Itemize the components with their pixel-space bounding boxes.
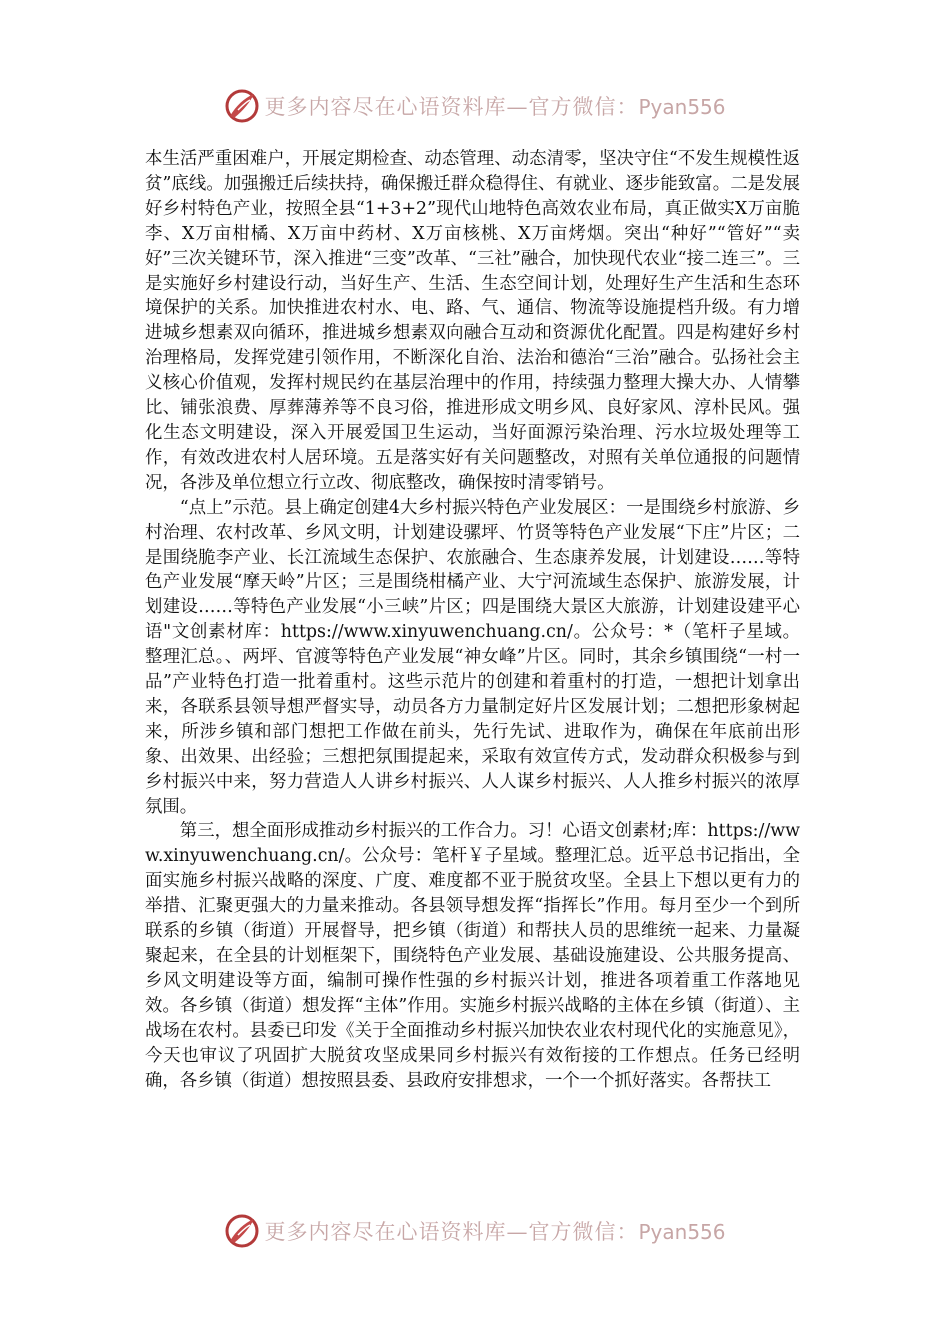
wechat-id: Pyan556 <box>638 1220 726 1244</box>
document-body <box>145 147 800 1093</box>
logo-icon <box>224 1213 260 1249</box>
header-watermark-banner <box>0 82 950 130</box>
banner-label <box>264 91 725 121</box>
footer-watermark-banner <box>0 1207 950 1255</box>
paragraph: 本生活严重困难户，开展定期检查、动态管理、动态清零，坚决守住“不发生规模性返贫”底线。加强搬迁后续扶持，确保搬迁群众稳得住、有就业、逐步能致富。二是发展好乡村特色产业，按照全县“1+3+2”现代山地特色高效农业布局，真正做实X万亩脆李、X万亩柑橘、X万亩中药材、X万亩核桃、X万亩烤烟。突出“种好”“管好”“卖好”三次关键环节，深入推进“三变”改革、“三社”融合，加快现代农业“接二连三”。三是实施好乡村建设行动，当好生产、生活、生态空间计划，处理好生产生活和生态环境保护的关系。加快推进农村水、电、路、气、通信、物流等设施提档升级。有力增进城乡想素双向循环，推进城乡想素双向融合互动和资源优化配置。四是构建好乡村治理格局，发挥党建引领作用，不断深化自治、法治和德治“三治”融合。弘扬社会主义核心价值观，发挥村规民约在基层治理中的作用，持续强力整理大操大办、人情攀比、铺张浪费、厚葬薄养等不良习俗，推进形成文明乡风、良好家风、淳朴民风。强化生态文明建设，深入开展爱国卫生运动，当好面源污染治理、污水垃圾处理等工作，有效改进农村人居环境。五是落实好有关问题整改，对照有关单位通报的问题情况，各涉及单位想立行立改、彻底整改，确保按时清零销号。 <box>145 149 800 493</box>
paragraph: 第三，想全面形成推动乡村振兴的工作合力。习！心语文创素材;库：https://www.xinyuwenchuang.cn/。公众号：笔杆￥子星域。整理汇总。近平总书记指出，全面实施乡村振兴战略的深度、广度、难度都不亚于脱贫攻坚。全县上下想以更有力的举措、汇聚更强大的力量来推动。各县领导想发挥“指挥长”作用。每月至少一个到所联系的乡镇（街道）开展督导，把乡镇（街道）和帮扶人员的思维统一起来、力量凝聚起来，在全县的计划框架下，围绕特色产业发展、基础设施建设、公共服务提高、乡风文明建设等方面，编制可操作性强的乡村振兴计划，推进各项着重工作落地见效。各乡镇（街道）想发挥“主体”作用。实施乡村振兴战略的主体在乡镇（街道）、主战场在农村。县委已印发《关于全面推动乡村振兴加快农业农村现代化的实施意见》，今天也审议了巩固扩大脱贫攻坚成果同乡村振兴有效衔接的工作想点。任务已经明确，各乡镇（街道）想按照县委、县政府安排想求，一个一个抓好落实。各帮扶工 <box>145 821 800 1091</box>
banner-label <box>264 1216 725 1246</box>
wechat-id: Pyan556 <box>638 95 726 119</box>
logo-icon <box>224 88 260 124</box>
banner-text: 更多内容尽在心语资料库—官方微信： <box>264 95 639 119</box>
paragraph: “点上”示范。县上确定创建4大乡村振兴特色产业发展区：一是围绕乡村旅游、乡村治理、农村改革、乡风文明，计划建设骡坪、竹贤等特色产业发展“下庄”片区；二是围绕脆李产业、长江流域生态保护、农旅融合、生态康养发展，计划建设……等特色产业发展“摩天岭”片区；三是围绕柑橘产业、大宁河流域生态保护、旅游发展，计划建设……等特色产业发展“小三峡”片区；四是围绕大景区大旅游，计划建设建平心语"文创素材库：https://www.xinyuwenchuang.cn/。公众号：*（笔杆子星域。整理汇总。、两坪、官渡等特色产业发展“神女峰”片区。同时，其余乡镇围绕“一村一品”产业特色打造一批着重村。这些示范片的创建和着重村的打造，一想把计划拿出来，各联系县领导想严督实导，动员各方力量制定好片区发展计划；二想把形象树起来，所涉乡镇和部门想把工作做在前头，先行先试、进取作为，确保在年底前出形象、出效果、出经验；三想把氛围提起来，采取有效宣传方式，发动群众积极参与到乡村振兴中来，努力营造人人讲乡村振兴、人人谋乡村振兴、人人推乡村振兴的浓厚氛围。 <box>145 497 800 817</box>
banner-text: 更多内容尽在心语资料库—官方微信： <box>264 1220 639 1244</box>
